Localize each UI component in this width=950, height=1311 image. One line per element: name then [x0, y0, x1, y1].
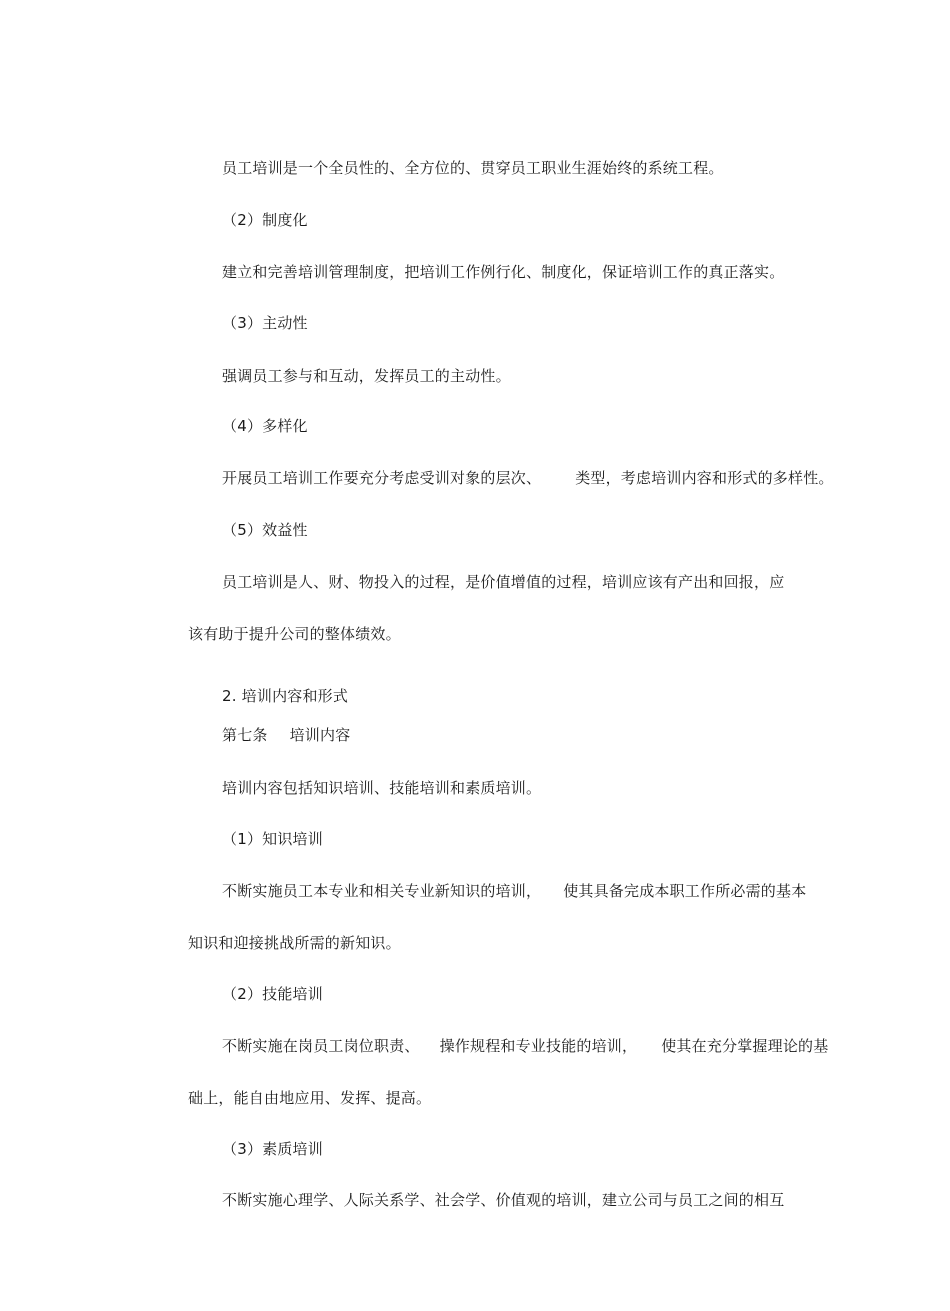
item3-heading: （3）主动性 [222, 314, 308, 332]
item5-paragraph-line2: 该有助于提升公司的整体绩效。 [188, 625, 401, 643]
item4-paragraph [222, 468, 834, 488]
knowledge-paragraph-line1 [222, 881, 806, 901]
skill-heading: （2）技能培训 [222, 985, 323, 1003]
knowledge-heading: （1）知识培训 [222, 830, 323, 848]
intro-paragraph: 员工培训是一个全员性的、全方位的、贯穿员工职业生涯始终的系统工程。 [222, 159, 724, 177]
knowledge-text-part-b: 使其具备完成本职工作所必需的基本 [563, 882, 807, 900]
article7-heading [222, 725, 350, 745]
article7-paragraph: 培训内容包括知识培训、技能培训和素质培训。 [222, 779, 542, 797]
item2-paragraph: 建立和完善培训管理制度，把培训工作例行化、制度化，保证培训工作的真正落实。 [222, 263, 785, 281]
skill-paragraph-line2: 础上，能自由地应用、发挥、提高。 [188, 1089, 432, 1107]
article7-title: 培训内容 [289, 726, 351, 744]
item3-paragraph: 强调员工参与和互动，发挥员工的主动性。 [222, 367, 511, 385]
item2-heading: （2）制度化 [222, 211, 308, 229]
article7-label: 第七条 [222, 726, 268, 744]
skill-text-part-a: 不断实施在岗员工岗位职责、 [222, 1037, 420, 1055]
item4-text-part-b: 类型，考虑培训内容和形式的多样性。 [575, 469, 834, 487]
knowledge-text-part-a: 不断实施员工本专业和相关专业新知识的培训， [222, 882, 542, 900]
quality-heading: （3）素质培训 [222, 1140, 323, 1158]
item5-heading: （5）效益性 [222, 521, 308, 539]
item5-paragraph-line1: 员工培训是人、财、物投入的过程，是价值增值的过程，培训应该有产出和回报，应 [222, 573, 785, 591]
skill-text-part-b: 操作规程和专业技能的培训， [439, 1037, 638, 1055]
item4-heading: （4）多样化 [222, 417, 308, 435]
section2-heading: 2. 培训内容和形式 [222, 687, 349, 705]
knowledge-paragraph-line2: 知识和迎接挑战所需的新知识。 [188, 934, 401, 952]
skill-text-part-c: 使其在充分掌握理论的基 [661, 1037, 829, 1055]
quality-paragraph-line1: 不断实施心理学、人际关系学、社会学、价值观的培训，建立公司与员工之间的相互 [222, 1191, 785, 1209]
skill-paragraph-line1 [222, 1036, 828, 1056]
item4-text-part-a: 开展员工培训工作要充分考虑受训对象的层次、 [222, 469, 542, 487]
